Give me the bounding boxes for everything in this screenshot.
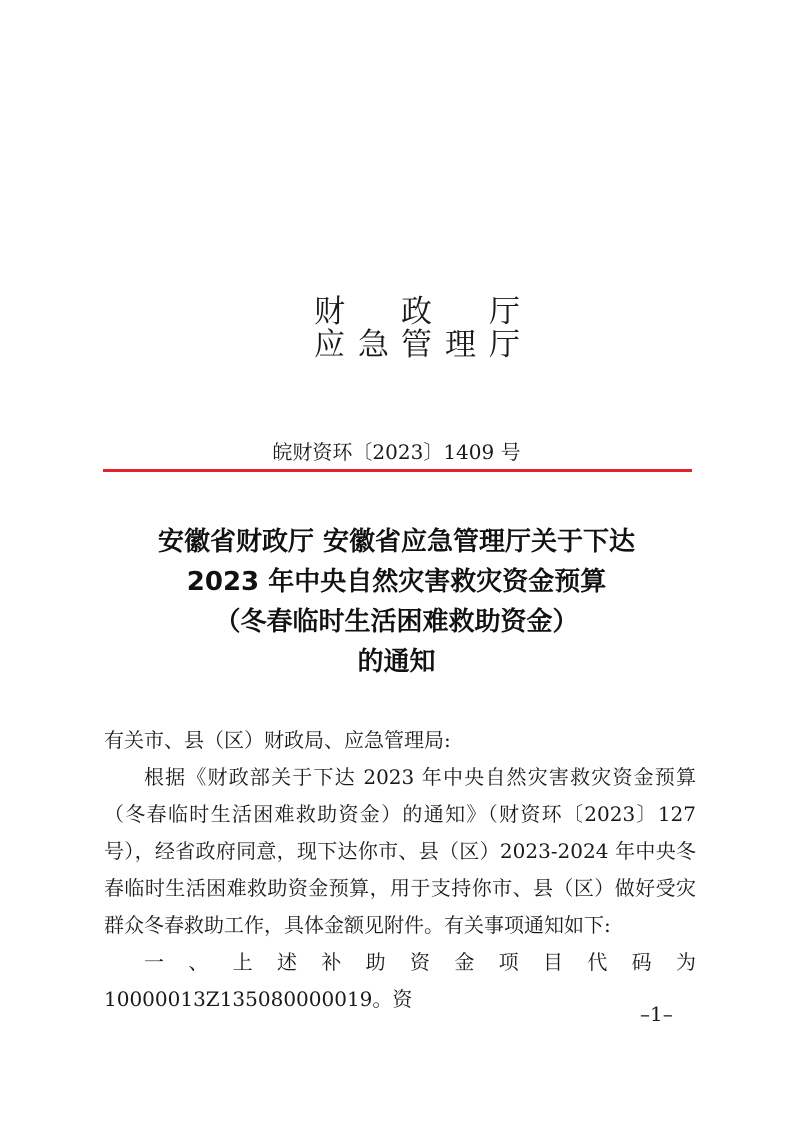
title-line: 的通知 [357,647,436,677]
issuer-char: 理 [445,327,476,363]
issuer-emergency-dept [0,319,793,363]
paragraph: 根据《财政部关于下达 2023 年中央自然灾害救灾资金预算（冬春临时生活困难救助资金）的通知》（财资环〔2023〕127 号），经省政府同意，现下达你市、县（区）2023-2024 年中央冬春临时生活困难救助资金预算，用于支持你市、县（区）做好受灾群众冬春救助工作，具体金额见附件。有关事项通知如下: [104,765,696,937]
issuer-char: 厅 [489,327,520,363]
document-number: 皖财资环〔2023〕1409 号 [272,440,521,464]
page-number: –1– [640,1002,673,1026]
red-divider [103,469,692,472]
issuer-char: 财 [314,294,345,330]
title-line: 2023 年中央自然灾害救灾资金预算 [186,567,607,597]
document-title [0,522,793,682]
issuer-finance-dept [0,286,793,330]
document-body [104,722,696,1018]
title-line: 安徽省财政厅 安徽省应急管理厅关于下达 [157,527,636,557]
issuer-char: 厅 [489,294,520,330]
issuer-char: 应 [314,327,345,363]
salutation: 有关市、县（区）财政局、应急管理局: [104,728,451,752]
paragraph: 一、上述补助资金项目代码为 10000013Z135080000019。资 [104,950,696,1011]
issuer-char: 政 [401,294,432,330]
title-line: （冬春临时生活困难救助资金） [214,607,579,637]
issuer-char: 管 [401,327,432,363]
issuer-char: 急 [358,327,389,363]
